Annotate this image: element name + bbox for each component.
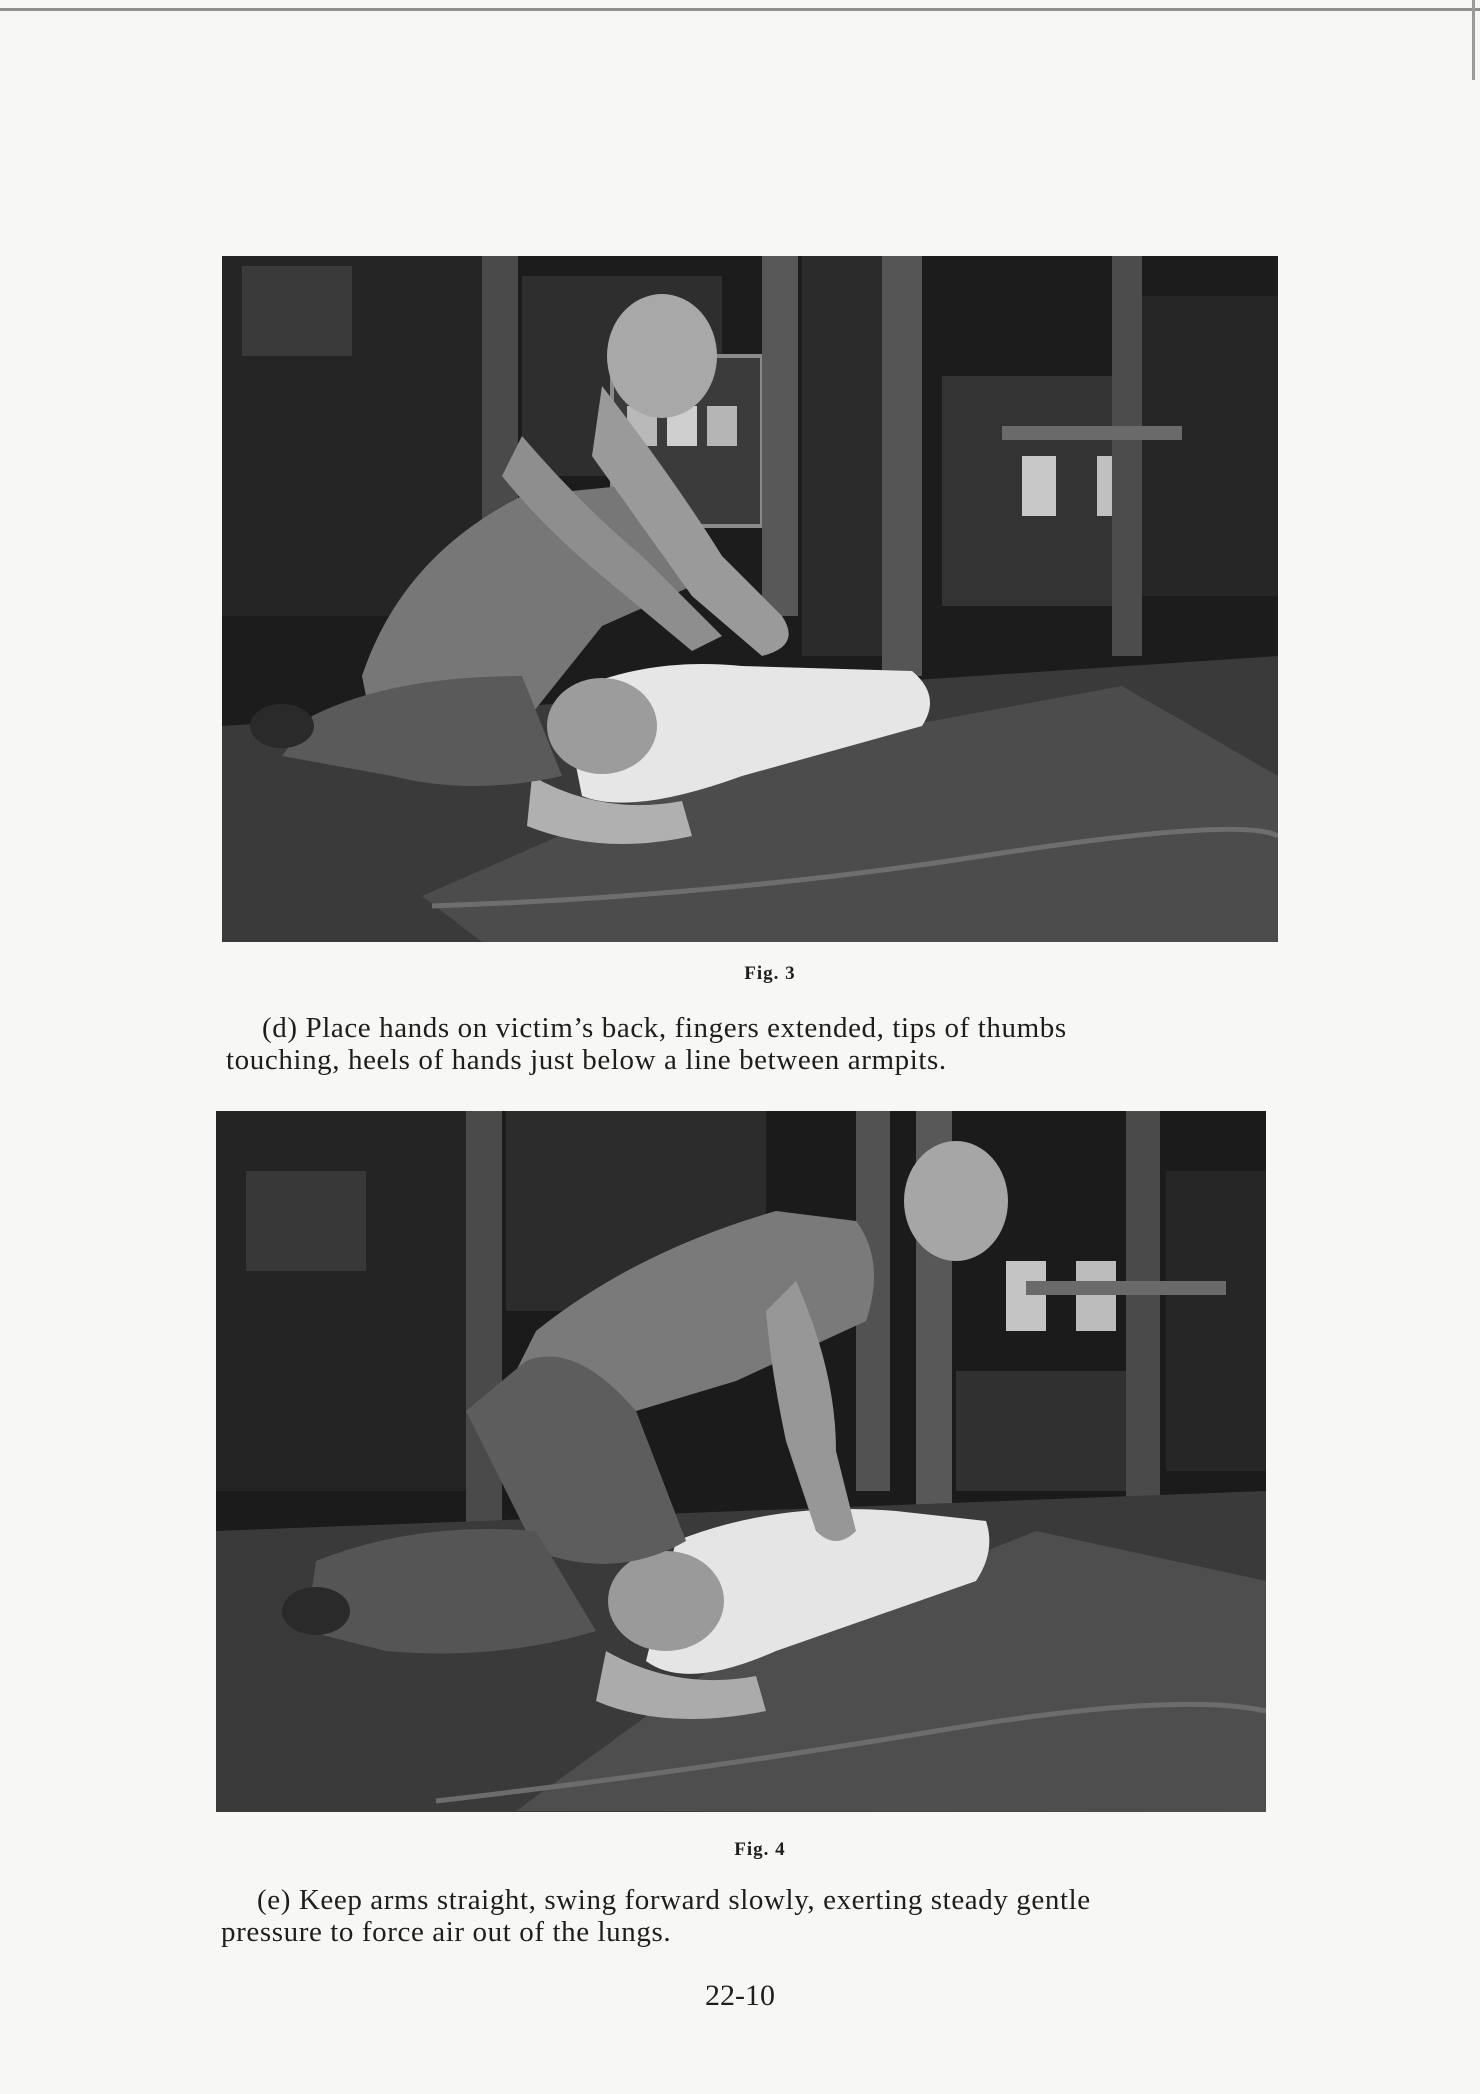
fig3-photo-illustration	[222, 256, 1278, 942]
fig4-caption-line-1: (e) Keep arms straight, swing forward slowly, exerting steady gentle	[257, 1884, 1091, 1916]
fig3-caption-line-1: (d) Place hands on victim’s back, fingers extended, tips of thumbs	[262, 1012, 1067, 1044]
fig4-photo-illustration	[216, 1111, 1266, 1812]
fig4-label: Fig. 4	[734, 1839, 786, 1860]
fig3-caption	[226, 1012, 1286, 1076]
right-border-rule	[1472, 0, 1475, 80]
fig4-caption-line-2: pressure to force air out of the lungs.	[221, 1916, 672, 1948]
page-number: 22-10	[705, 1979, 775, 2012]
fig3-photo	[222, 256, 1278, 942]
fig4-caption	[221, 1884, 1281, 1948]
fig3-label: Fig. 3	[744, 963, 796, 984]
fig3-caption-line-2: touching, heels of hands just below a line between armpits.	[226, 1044, 947, 1076]
top-border-rule	[0, 8, 1480, 11]
fig4-photo	[216, 1111, 1266, 1812]
